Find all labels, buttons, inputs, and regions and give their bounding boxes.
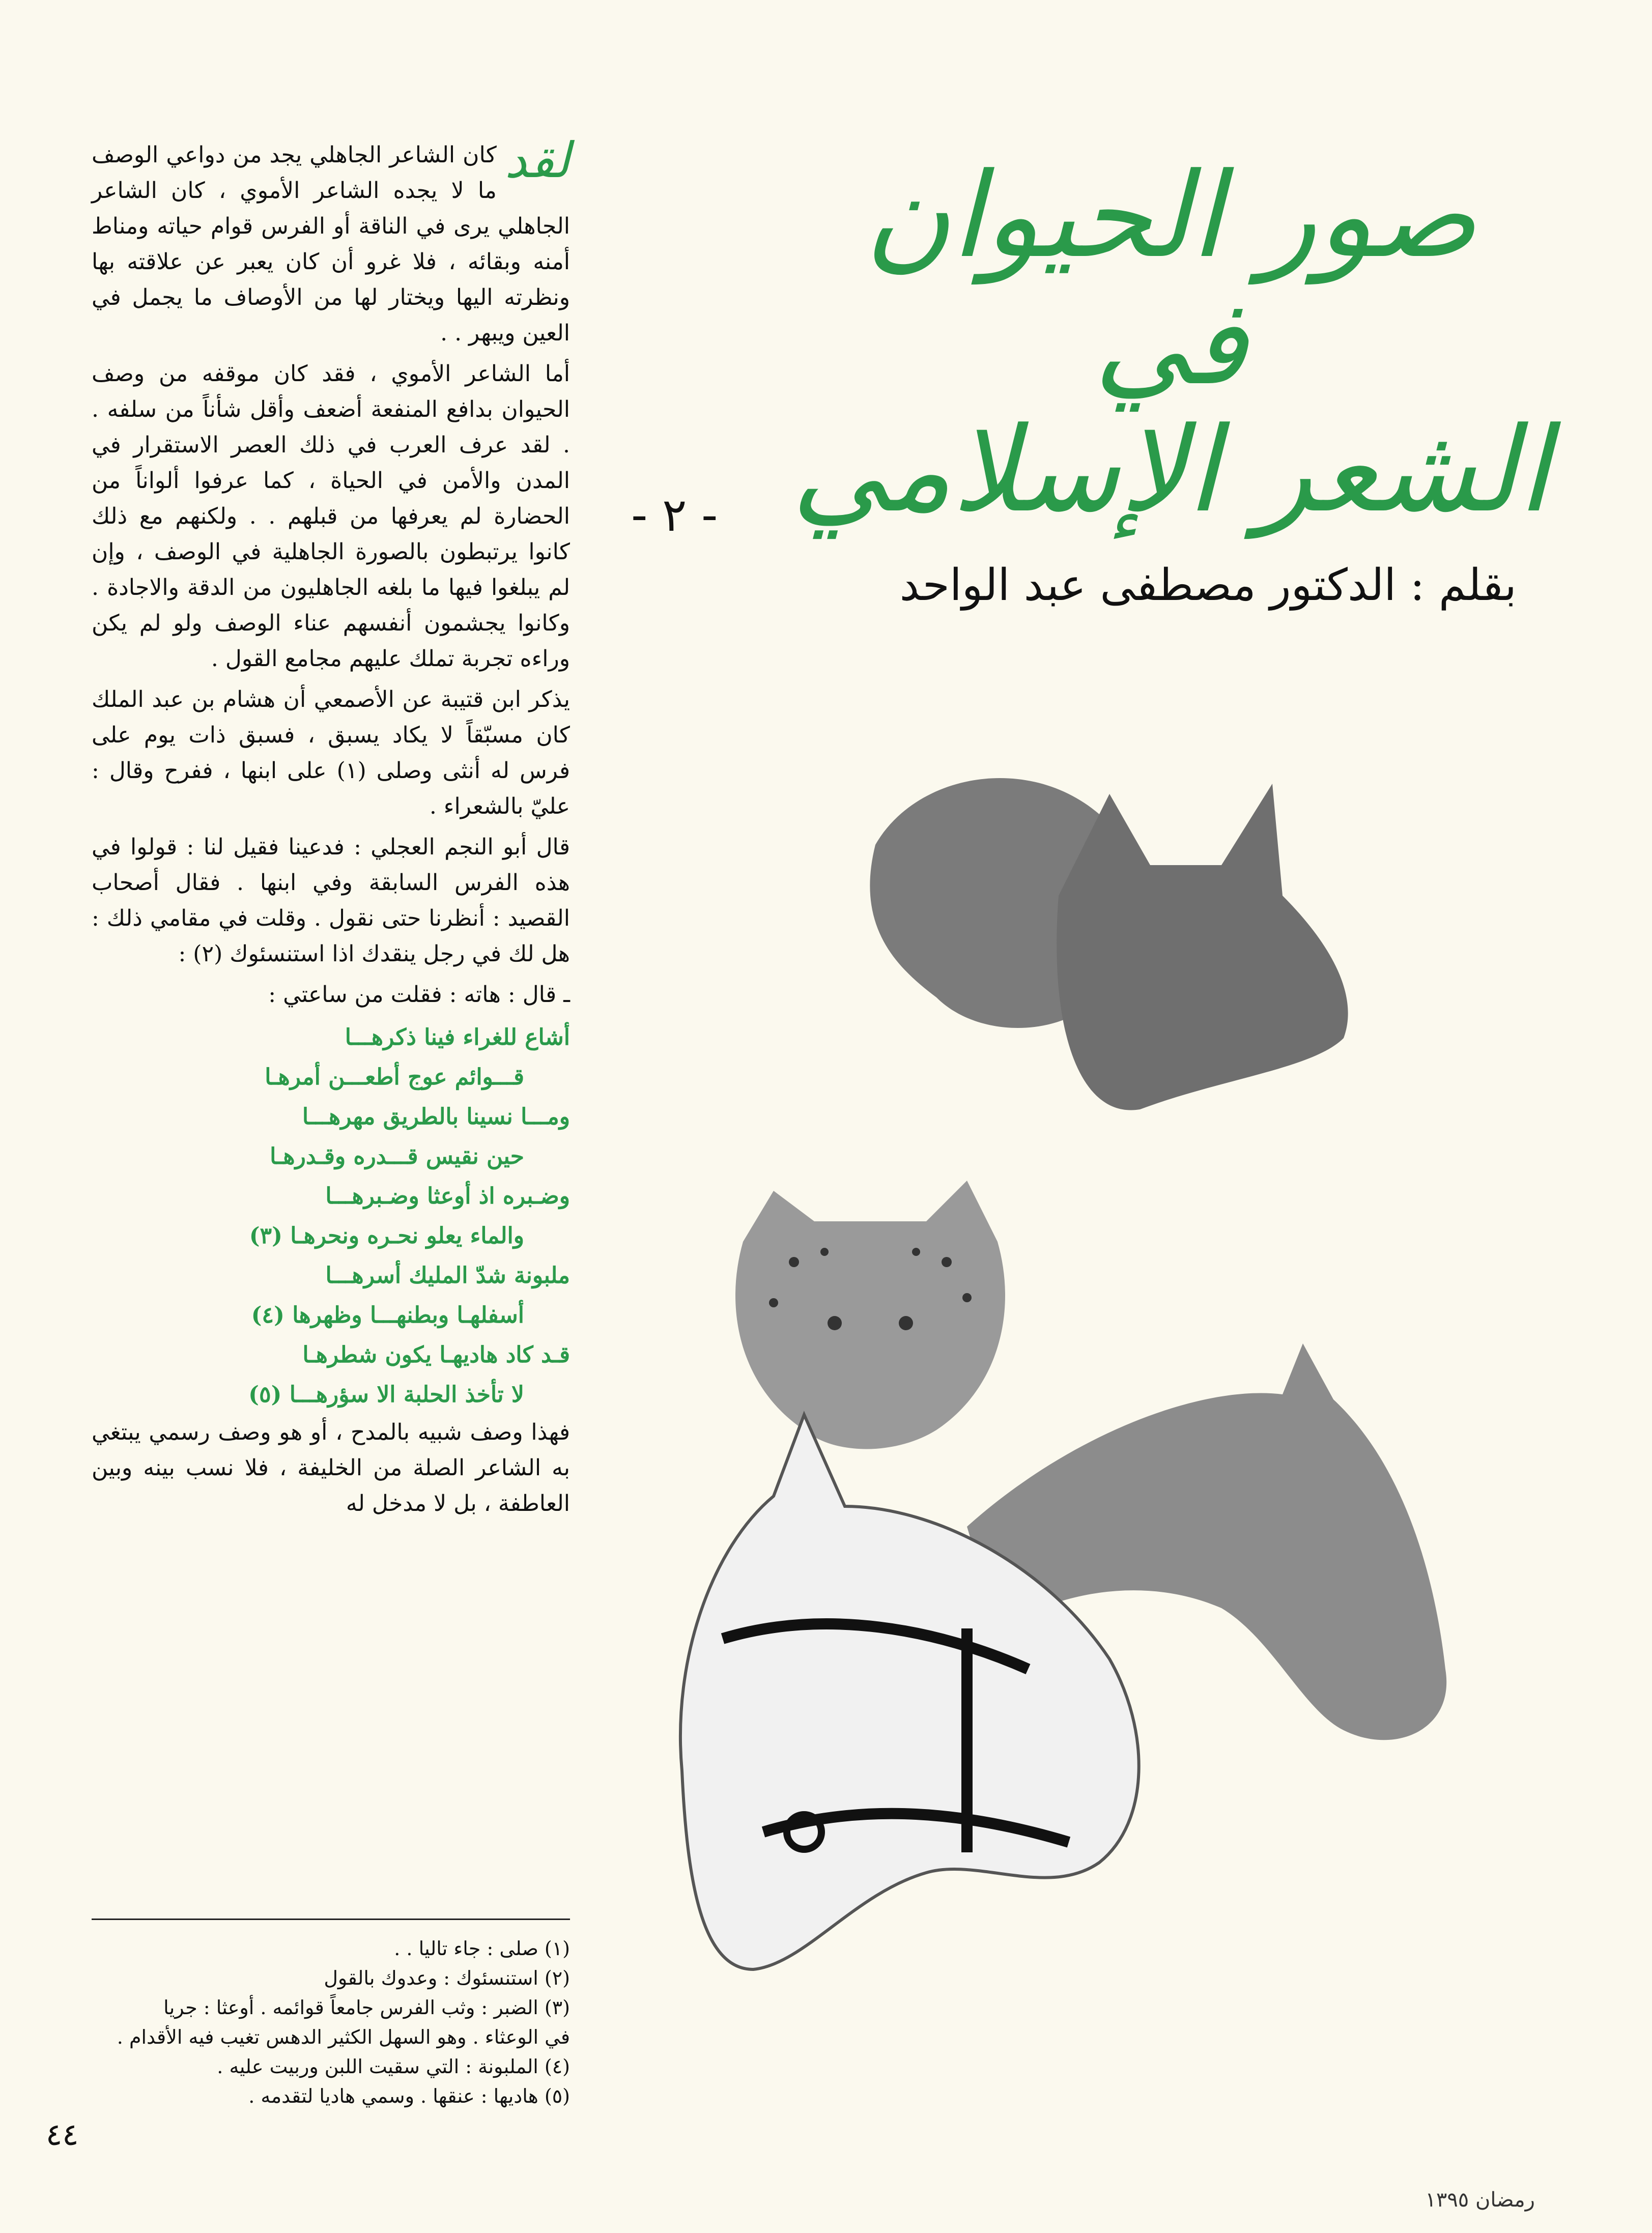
part-number: - ٢ - bbox=[631, 489, 718, 542]
footnote: (٣) الضبر : وثب الفرس جامعاً قوائمه . أوعثا : جريا bbox=[163, 1996, 570, 2019]
verse-line: والماء يعلو نحـره ونحرهـا (٣) bbox=[249, 1223, 524, 1249]
verses bbox=[92, 1018, 570, 1415]
animals-illustration bbox=[611, 712, 1568, 2086]
verse-line: لا تأخذ الحلبة الا سؤرهـــا (٥) bbox=[248, 1382, 524, 1408]
footnote: في الوعثاء . وهو السهل الكثير الدهس تغيب فيه الأقدام . bbox=[117, 2026, 570, 2048]
paragraph-1-text: كان الشاعر الجاهلي يجد من دواعي الوصف ما لا يجده الشاعر الأموي ، كان الشاعر الجاهلي يرى في الناقة أو الفرس قوام حياته ومناط أمنه وبقائه ، فلا غرو أن كان يعبر عن علاقته بها ونظرته اليها ويختار لها من الأوصاف ما يجمل في العين ويبهر . . bbox=[92, 142, 570, 346]
paragraph-5: ـ قال : هاته : فقلت من ساعتي : bbox=[268, 982, 570, 1008]
verse-line: أسفلهـا وبطنهـــا وظهرها (٤) bbox=[251, 1302, 524, 1328]
cheetah-head bbox=[735, 1181, 1005, 1449]
verse-line: قـد كاد هاديهـا يكون شطرهـا bbox=[302, 1342, 570, 1368]
footnote-rule bbox=[92, 1919, 570, 1920]
verse-line: قـــوائم عوج أطعـــن أمرهـا bbox=[265, 1064, 524, 1090]
paragraph-4: قال أبو النجم العجلي : فدعينا فقيل لنا : قولوا في هذه الفرس السابقة وفي ابنها . فقال أصحاب القصيد : أنظرنا حتى نقول . وقلت في مقامي ذلك : هل لك في رجل ينقدك اذا استنسئوك (٢) : bbox=[92, 834, 571, 967]
verse-line: حين نقيس قـــدره وقـدرهـا bbox=[270, 1143, 524, 1169]
footnote: (٥) هاديها : عنقها . وسمي هاديا لتقدمه . bbox=[248, 2085, 570, 2107]
lead-word: لقد bbox=[504, 132, 570, 189]
footnote: (١) صلى : جاء تاليا . . bbox=[394, 1937, 570, 1960]
footnote: (٢) استنسئوك : وعدوك بالقول bbox=[324, 1967, 570, 1989]
paragraph-3: يذكر ابن قتيبة عن الأصمعي أن هشام بن عبد الملك كان مسبّقاً لا يكاد يسبق ، فسبق ذات يوم على فرس له أنثى وصلى (١) على ابنها ، ففرح وقال : عليّ بالشعراء . bbox=[92, 686, 570, 819]
title-line-2: في bbox=[1094, 275, 1247, 411]
verse-line: ملبونة شدّ المليك أسرهـــا bbox=[325, 1263, 570, 1289]
title-line-1: صور الحيوان bbox=[865, 148, 1476, 284]
paragraph-1 bbox=[92, 132, 570, 351]
paragraph-2: أما الشاعر الأموي ، فقد كان موقفه من وصف الحيوان بدافع المنفعة أضعف وأقل شأناً من سلفه . . لقد عرف العرب في ذلك العصر الاستقرار في المدن والأمن في الحياة ، كما عرفوا ألواناً من الحضارة لم يعرفها من قبلهم . . ولكنهم مع ذلك كانوا يرتبطون بالصورة الجاهلية في الوصف ، وإن لم يبلغوا فيها ما بلغه الجاهليون من الدقة والاجادة . وكانوا يجشمون أنفسهم عناء الوصف ولو لم يكن وراءه تجربة تملك عليهم مجامع القول . bbox=[92, 361, 570, 672]
footnotes bbox=[92, 1934, 570, 2111]
verse-line: أشاع للغراء فينا ذكرهـــا bbox=[345, 1024, 570, 1050]
wolf-head bbox=[1057, 784, 1348, 1110]
verse-line: ومـــا نسينا بالطريق مهرهـــا bbox=[302, 1104, 570, 1130]
title-block bbox=[763, 148, 1578, 538]
issue-date: رمضان ١٣٩٥ bbox=[1425, 2188, 1535, 2212]
footnote: (٤) الملبونة : التي سقيت اللبن وربيت عليه . bbox=[217, 2055, 570, 2078]
article-body bbox=[92, 132, 571, 1527]
verse-line: وضـبره اذ أوعثا وضـبرهـــا bbox=[325, 1183, 570, 1209]
author-byline: بقلم : الدكتور مصطفى عبد الواحد bbox=[899, 560, 1517, 611]
paragraph-6: فهذا وصف شبيه بالمدح ، أو هو وصف رسمي يبتغي به الشاعر الصلة من الخليفة ، فلا نسب بينه وبين العاطفة ، بل لا مدخل له bbox=[92, 1419, 570, 1516]
title-line-3: الشعر الإسلامي bbox=[791, 403, 1550, 538]
page-number: ٤٤ bbox=[46, 2117, 79, 2153]
